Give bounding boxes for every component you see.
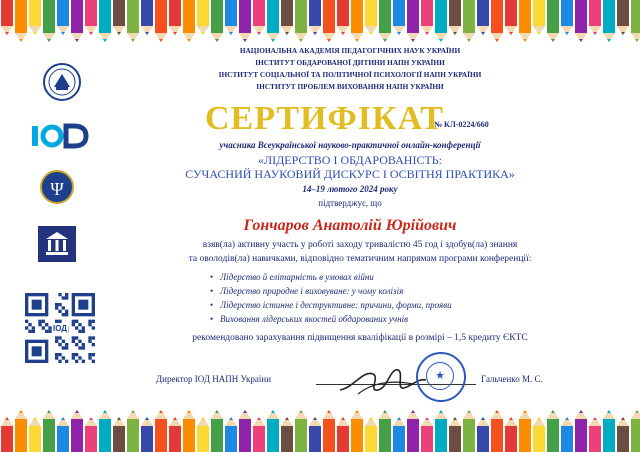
qr-module bbox=[75, 326, 78, 329]
qr-module bbox=[38, 320, 41, 323]
pencil bbox=[211, 410, 223, 452]
pencil bbox=[491, 410, 503, 452]
pencil bbox=[617, 417, 629, 452]
pencil bbox=[127, 410, 139, 452]
pencil bbox=[421, 0, 433, 35]
qr-module bbox=[42, 326, 45, 329]
director-title: Директор ІОД НАПН України bbox=[156, 374, 272, 384]
pencil bbox=[225, 0, 237, 35]
qr-module bbox=[72, 340, 75, 343]
pencil bbox=[295, 410, 307, 452]
pencil bbox=[239, 410, 251, 452]
conference-title-line-2: СУЧАСНИЙ НАУКОВИЙ ДИСКУРС І ОСВІТНЯ ПРАКТИКА» bbox=[185, 167, 515, 181]
colored-pencils-top-icon bbox=[0, 0, 640, 46]
qr-module bbox=[75, 336, 78, 339]
pencil bbox=[141, 417, 153, 452]
qr-module bbox=[65, 313, 68, 316]
qr-module bbox=[92, 343, 95, 346]
pencil bbox=[519, 0, 531, 42]
qr-module bbox=[78, 346, 81, 349]
pencil bbox=[589, 0, 601, 35]
pencil bbox=[57, 0, 69, 35]
qr-module bbox=[72, 323, 75, 326]
qr-module bbox=[58, 343, 61, 346]
qr-module bbox=[92, 360, 95, 363]
qr-module bbox=[32, 326, 35, 329]
pencil bbox=[183, 410, 195, 452]
pencil bbox=[183, 0, 195, 42]
qr-module bbox=[58, 353, 61, 356]
pencil bbox=[435, 410, 447, 452]
qr-module bbox=[88, 323, 91, 326]
pencil bbox=[449, 0, 461, 35]
pencil bbox=[393, 417, 405, 452]
naps-emblem-icon bbox=[42, 62, 82, 102]
qr-module bbox=[45, 330, 48, 333]
pencil bbox=[15, 410, 27, 452]
header-line-2: ІНСТИТУТ ОБДАРОВАНОЇ ДИТИНИ НАПН УКРАЇНИ bbox=[255, 58, 445, 67]
topic-item: • Лідерство й елітарність в умовах війни bbox=[210, 270, 452, 284]
pencil bbox=[57, 417, 69, 452]
qr-module bbox=[65, 346, 68, 349]
qr-module bbox=[45, 323, 48, 326]
pencil bbox=[253, 417, 265, 452]
qr-module bbox=[78, 330, 81, 333]
colored-pencils-bottom-icon bbox=[0, 406, 640, 452]
qr-module bbox=[78, 340, 81, 343]
qr-module bbox=[88, 320, 91, 323]
pencil bbox=[253, 0, 265, 35]
pencil bbox=[281, 0, 293, 35]
qr-code-icon bbox=[25, 293, 95, 363]
qr-module bbox=[62, 313, 65, 316]
qr-module bbox=[32, 346, 42, 356]
qr-module bbox=[55, 336, 58, 339]
qr-module bbox=[72, 353, 75, 356]
qr-module bbox=[55, 340, 58, 343]
pencil bbox=[505, 417, 517, 452]
pencil bbox=[491, 0, 503, 42]
pencil bbox=[239, 0, 251, 42]
pencil bbox=[533, 417, 545, 452]
qr-module bbox=[28, 323, 31, 326]
stamp-icon bbox=[416, 352, 466, 402]
director-name: Гальченко М. С. bbox=[481, 374, 543, 384]
qr-module bbox=[92, 326, 95, 329]
pencil bbox=[141, 0, 153, 35]
pencil bbox=[533, 0, 545, 35]
pencil bbox=[631, 410, 640, 452]
pencil bbox=[365, 0, 377, 35]
pencil bbox=[477, 0, 489, 35]
pencil bbox=[309, 0, 321, 35]
pencil bbox=[449, 417, 461, 452]
pencil bbox=[393, 0, 405, 35]
pencil bbox=[351, 0, 363, 42]
pencil bbox=[113, 417, 125, 452]
qr-module bbox=[25, 320, 28, 323]
qr-module bbox=[62, 346, 65, 349]
qr-module bbox=[58, 320, 61, 323]
pencil bbox=[295, 0, 307, 42]
pencil bbox=[505, 0, 517, 35]
qr-module bbox=[48, 326, 51, 329]
pencil bbox=[155, 0, 167, 42]
qr-module bbox=[62, 356, 65, 359]
colored-pencils-border-bottom bbox=[0, 406, 640, 452]
qr-module bbox=[78, 356, 81, 359]
qr-module bbox=[58, 310, 61, 313]
qr-module bbox=[92, 353, 95, 356]
qr-module bbox=[62, 306, 65, 309]
pencil bbox=[309, 417, 321, 452]
qr-module bbox=[38, 323, 41, 326]
qr-module bbox=[62, 340, 65, 343]
conference-dates: 14–19 лютого 2024 року bbox=[302, 184, 398, 194]
pencil bbox=[379, 410, 391, 452]
certificate-title: СЕРТИФІКАТ bbox=[205, 100, 444, 137]
recommendation-text: рекомендовано зарахування підвищення кваліфікації в розмірі – 1,5 кредиту ЄКТС bbox=[192, 333, 528, 343]
pencil bbox=[603, 0, 615, 42]
education-institute-icon bbox=[38, 226, 76, 262]
pencil bbox=[421, 417, 433, 452]
confirms-text: підтверджує, що bbox=[318, 198, 382, 208]
pencil bbox=[575, 0, 587, 42]
qr-module bbox=[78, 300, 88, 310]
qr-module bbox=[78, 323, 81, 326]
pencil bbox=[519, 410, 531, 452]
qr-center-label: ІОД bbox=[52, 324, 68, 333]
pencil bbox=[337, 0, 349, 35]
pencil bbox=[99, 410, 111, 452]
qr-module bbox=[72, 356, 75, 359]
signature-icon bbox=[338, 360, 428, 405]
pencil bbox=[407, 410, 419, 452]
pencil bbox=[603, 410, 615, 452]
participation-text bbox=[130, 238, 590, 266]
pencil bbox=[127, 0, 139, 42]
topic-item: • Лідерство істинне і деструктивне: причини, форми, прояви bbox=[210, 298, 452, 312]
header-line-1: НАЦІОНАЛЬНА АКАДЕМІЯ ПЕДАГОГІЧНИХ НАУК УКРАЇНИ bbox=[239, 46, 461, 55]
pencil bbox=[267, 410, 279, 452]
qr-module bbox=[75, 360, 78, 363]
qr-module bbox=[72, 320, 75, 323]
pencil bbox=[71, 410, 83, 452]
topics-list bbox=[210, 270, 452, 326]
qr-module bbox=[58, 360, 61, 363]
pencil bbox=[43, 410, 55, 452]
pencil bbox=[365, 417, 377, 452]
qr-module bbox=[75, 320, 78, 323]
pencil bbox=[561, 417, 573, 452]
pencil bbox=[617, 0, 629, 35]
pencil bbox=[169, 417, 181, 452]
pencil bbox=[407, 0, 419, 42]
qr-module bbox=[65, 296, 68, 299]
topic-item: • Виховання лідерських якостей обдарованих учнів bbox=[210, 312, 452, 326]
pencil bbox=[351, 410, 363, 452]
qr-module bbox=[25, 326, 28, 329]
pencil bbox=[463, 0, 475, 42]
qr-module bbox=[75, 343, 78, 346]
pencil bbox=[113, 0, 125, 35]
pencil bbox=[337, 417, 349, 452]
header-line-4: ІНСТИТУТ ПРОБЛЕМ ВИХОВАННЯ НАПН УКРАЇНИ bbox=[256, 82, 444, 91]
pencil bbox=[155, 410, 167, 452]
qr-module bbox=[82, 326, 85, 329]
qr-module bbox=[55, 353, 58, 356]
qr-module bbox=[82, 360, 85, 363]
certificate-number: № КЛ-0224/660 bbox=[434, 120, 489, 129]
pencil bbox=[211, 0, 223, 42]
psychology-institute-icon: Ψ bbox=[40, 170, 74, 204]
body-line-1: взяв(ла) активну участь у роботі заходу тривалістю 45 год і здобув(ла) знання bbox=[202, 240, 518, 250]
stamp-center: ★ bbox=[426, 362, 454, 390]
qr-module bbox=[82, 343, 85, 346]
qr-module bbox=[75, 353, 78, 356]
qr-module bbox=[28, 330, 31, 333]
pencil bbox=[547, 0, 559, 42]
qr-module bbox=[58, 293, 61, 296]
pencil bbox=[477, 417, 489, 452]
qr-module bbox=[48, 330, 51, 333]
qr-module bbox=[55, 306, 58, 309]
pencil bbox=[99, 0, 111, 42]
qr-module bbox=[55, 356, 58, 359]
qr-module bbox=[65, 360, 68, 363]
participant-name: Гончаров Анатолій Юрійович bbox=[243, 217, 457, 234]
header-line-3: ІНСТИТУТ СОЦІАЛЬНОЇ ТА ПОЛІТИЧНОЇ ПСИХОЛОГІЇ НАПН УКРАЇНИ bbox=[218, 70, 482, 79]
pencil bbox=[379, 0, 391, 42]
qr-module bbox=[88, 356, 91, 359]
qr-module bbox=[55, 320, 58, 323]
pencil bbox=[15, 0, 27, 42]
pencil bbox=[169, 0, 181, 35]
pencil bbox=[225, 417, 237, 452]
pencil bbox=[589, 417, 601, 452]
qr-module bbox=[55, 303, 58, 306]
qr-module bbox=[58, 303, 61, 306]
pencil bbox=[197, 417, 209, 452]
pencil bbox=[575, 410, 587, 452]
qr-module bbox=[65, 293, 68, 296]
qr-module bbox=[32, 300, 42, 310]
topic-item: • Лідерство природне і виховуване: у чому колізія bbox=[210, 284, 452, 298]
pencil bbox=[323, 0, 335, 42]
qr-module bbox=[92, 320, 95, 323]
qr-module bbox=[58, 336, 61, 339]
pencil bbox=[1, 0, 13, 35]
qr-module bbox=[32, 330, 35, 333]
pencil bbox=[197, 0, 209, 35]
qr-module bbox=[82, 346, 85, 349]
pencil bbox=[463, 410, 475, 452]
pencil bbox=[561, 0, 573, 35]
pencil bbox=[547, 410, 559, 452]
qr-module bbox=[88, 340, 91, 343]
qr-module bbox=[88, 336, 91, 339]
pencil bbox=[281, 417, 293, 452]
colored-pencils-border-top bbox=[0, 0, 640, 46]
pencil bbox=[631, 0, 640, 42]
qr-module bbox=[62, 296, 65, 299]
qr-module bbox=[65, 310, 68, 313]
qr-module bbox=[88, 353, 91, 356]
pencil bbox=[71, 0, 83, 42]
qr-module bbox=[92, 336, 95, 339]
qr-module bbox=[65, 343, 68, 346]
subtitle: учасника Всеукраїнської науково-практичної онлайн-конференції bbox=[219, 140, 481, 150]
pencil bbox=[435, 0, 447, 42]
qr-module bbox=[82, 330, 85, 333]
pencil bbox=[323, 410, 335, 452]
conference-title-line-1: «ЛІДЕРСТВО І ОБДАРОВАНІСТЬ: bbox=[257, 153, 443, 167]
qr-module bbox=[42, 320, 45, 323]
pencil bbox=[29, 0, 41, 35]
pencil bbox=[85, 0, 97, 35]
institution-header bbox=[150, 45, 550, 93]
pencil bbox=[85, 417, 97, 452]
pencil bbox=[267, 0, 279, 42]
pencil bbox=[43, 0, 55, 42]
qr-module bbox=[72, 336, 75, 339]
pencil bbox=[29, 417, 41, 452]
body-line-2: та оволодів(ла) навичками, відповідно тематичним напрямам програми конференції: bbox=[188, 254, 532, 264]
pencil bbox=[1, 417, 13, 452]
